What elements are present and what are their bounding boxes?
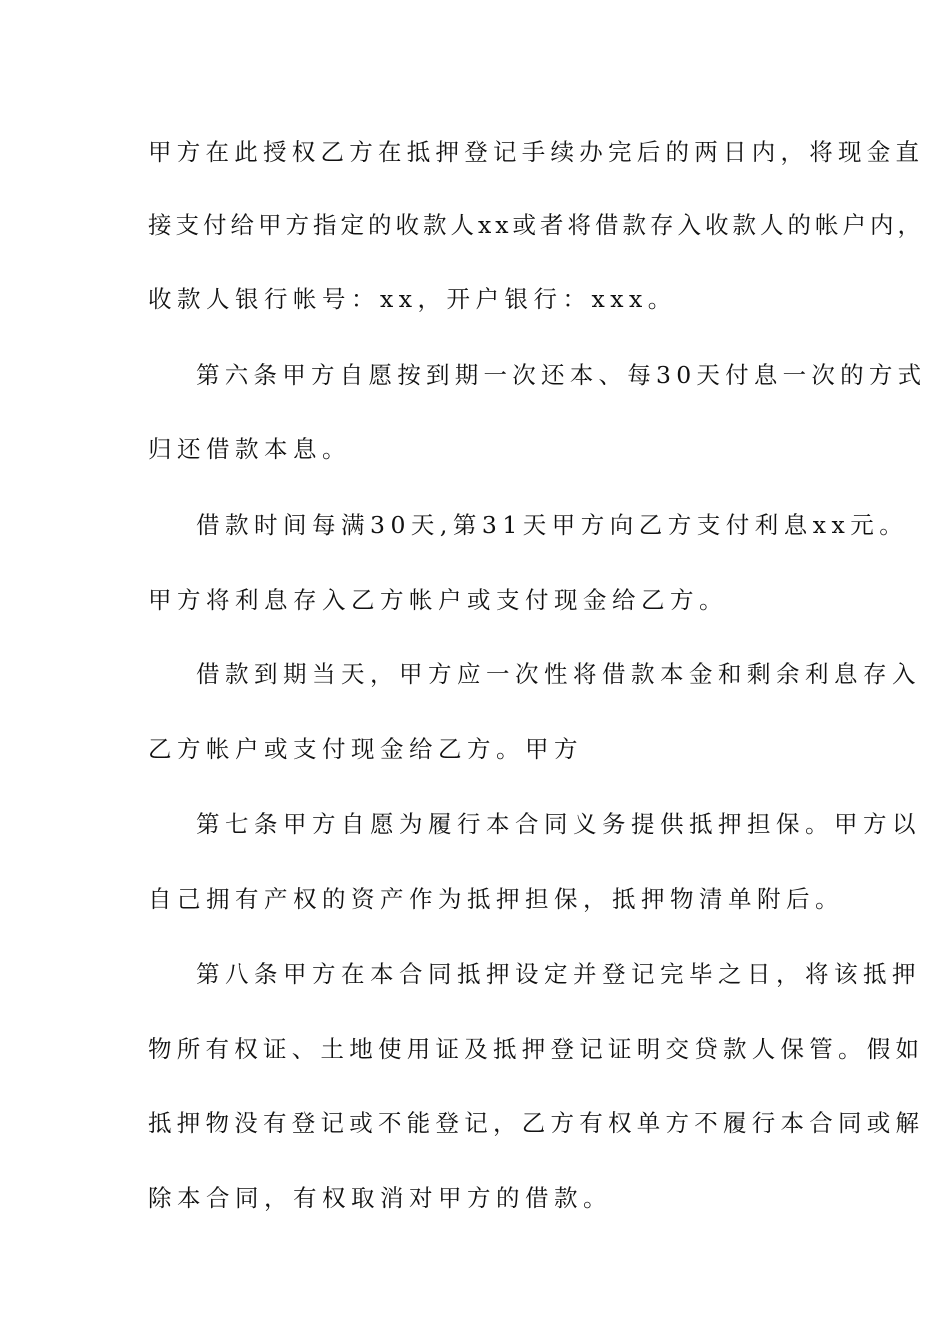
paragraph-start-line: 第六条甲方自愿按到期一次还本、每30天付息一次的方式	[196, 361, 927, 389]
text-line: 收款人银行帐号：xx，开户银行：xxx。	[148, 285, 677, 313]
paragraph-start-line: 借款时间每满30天,第31天甲方向乙方支付利息xx元。	[196, 511, 909, 539]
text-line: 甲方在此授权乙方在抵押登记手续办完后的两日内，将现金直	[148, 138, 925, 166]
text-line: 物所有权证、土地使用证及抵押登记证明交贷款人保管。假如	[148, 1035, 925, 1063]
text-line: 自己拥有产权的资产作为抵押担保，抵押物清单附后。	[148, 885, 844, 913]
text-line: 接支付给甲方指定的收款人xx或者将借款存入收款人的帐户内，	[148, 211, 926, 239]
text-line: 归还借款本息。	[148, 435, 351, 463]
text-line: 甲方将利息存入乙方帐户或支付现金给乙方。	[148, 586, 728, 614]
text-line: 乙方帐户或支付现金给乙方。甲方	[148, 735, 583, 763]
paragraph-start-line: 第八条甲方在本合同抵押设定并登记完毕之日，将该抵押	[196, 960, 921, 988]
text-line: 除本合同，有权取消对甲方的借款。	[148, 1184, 612, 1212]
text-line: 抵押物没有登记或不能登记，乙方有权单方不履行本合同或解	[148, 1109, 925, 1137]
paragraph-start-line: 第七条甲方自愿为履行本合同义务提供抵押担保。甲方以	[196, 810, 921, 838]
paragraph-start-line: 借款到期当天，甲方应一次性将借款本金和剩余利息存入	[196, 660, 921, 688]
